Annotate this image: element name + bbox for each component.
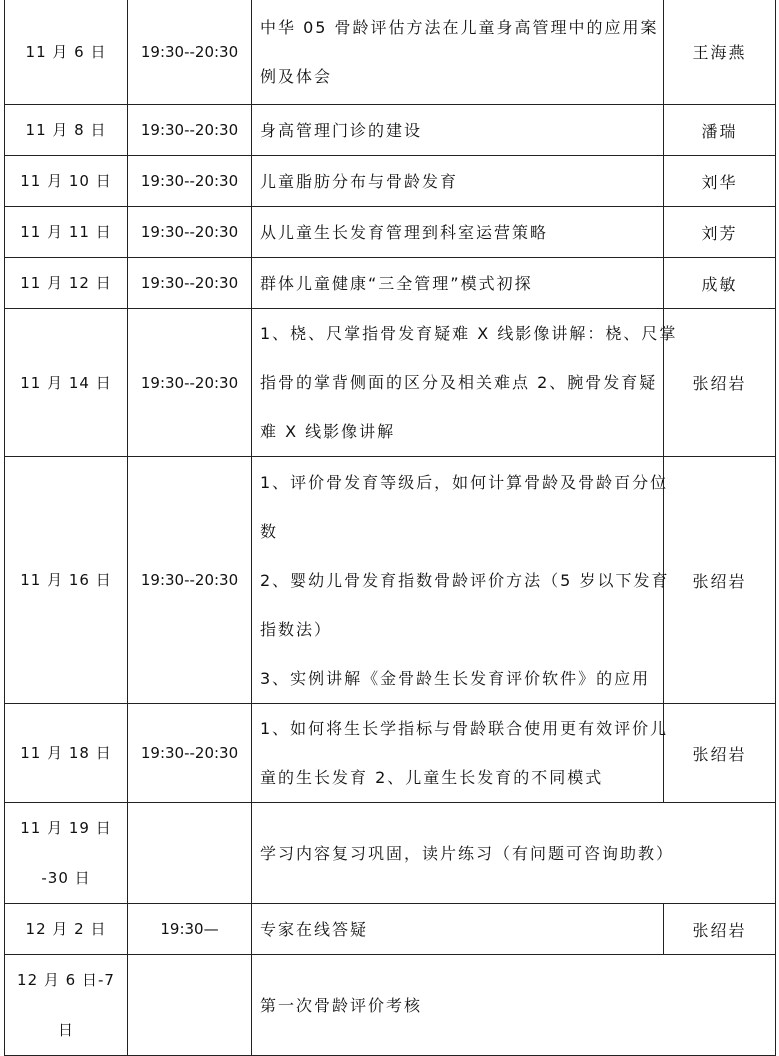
topic-cell [252,105,664,156]
date-text: 11 月 11 日 [20,223,112,241]
speaker-cell: 刘华 [664,156,776,207]
topic-text: 数 [260,521,279,541]
topic-cell [252,955,776,1056]
time-cell: 19:30--20:30 [128,704,252,803]
topic-text: 1、评价骨发育等级后，如何计算骨龄及骨龄百分位 [260,472,669,492]
topic-text: 难 X 线影像讲解 [260,422,396,441]
topic-text: 专家在线答疑 [260,919,369,939]
speaker-cell: 成敏 [664,258,776,309]
time-cell [128,955,252,1056]
speaker-cell: 潘瑞 [664,105,776,156]
topic-cell [252,207,664,258]
table-row [5,258,776,309]
topic-cell [252,457,670,704]
date-text: 11 月 18 日 [20,744,112,762]
date-cell [5,309,128,457]
topic-text: 1、桡、尺掌指骨发育疑难 X 线影像讲解：桡、尺掌 [260,324,678,343]
topic-cell [252,258,664,309]
time-cell: 19:30--20:30 [128,105,252,156]
date-text: 11 月 16 日 [20,571,112,589]
date-cell [5,803,128,904]
topic-text: 3、实例讲解《金骨龄生长发育评价软件》的应用 [260,668,651,688]
date-cell [5,457,128,704]
table-row [5,704,776,803]
topic-text: 指数法） [260,619,333,639]
topic-text: 身高管理门诊的建设 [260,120,423,140]
date-text: 11 月 10 日 [20,172,112,190]
topic-text: 从儿童生长发育管理到科室运营策略 [260,222,549,242]
date-cell [5,207,128,258]
topic-cell [252,0,664,105]
table-row [5,105,776,156]
date-text: 日 [57,1021,74,1039]
table-row [5,156,776,207]
table-row [5,0,776,105]
time-cell: 19:30--20:30 [128,309,252,457]
topic-text: 学习内容复习巩固，读片练习（有问题可咨询助教） [260,843,675,863]
topic-text: 儿童脂肪分布与骨龄发育 [260,171,459,191]
table-row [5,955,776,1056]
date-text: -30 日 [41,869,91,887]
table-row [5,803,776,904]
table-row [5,207,776,258]
topic-cell [252,156,664,207]
date-text: 12 月 2 日 [25,920,107,938]
speaker-cell: 王海燕 [664,0,776,105]
time-cell: 19:30--20:30 [128,258,252,309]
schedule-table [4,0,776,1056]
date-text: 11 月 19 日 [20,819,112,837]
date-text: 11 月 6 日 [25,42,107,61]
topic-cell [252,803,776,904]
time-cell: 19:30--20:30 [128,207,252,258]
topic-text: 中华 05 骨龄评估方法在儿童身高管理中的应用案 [260,17,659,37]
table-row [5,309,776,457]
table-row [5,457,776,704]
date-cell [5,955,128,1056]
date-text: 11 月 14 日 [20,373,112,392]
topic-text: 1、如何将生长学指标与骨龄联合使用更有效评价儿 [260,719,669,738]
topic-cell [252,904,664,955]
topic-text: 童的生长发育 2、儿童生长发育的不同模式 [260,768,604,787]
speaker-cell: 张绍岩 [664,309,776,457]
topic-cell [252,704,669,803]
topic-text: 群体儿童健康“三全管理”模式初探 [260,273,533,293]
topic-text: 指骨的掌背侧面的区分及相关难点 2、腕骨发育疑 [260,373,658,392]
topic-text: 例及体会 [260,66,333,86]
table-row [5,904,776,955]
date-cell [5,904,128,955]
date-cell [5,156,128,207]
date-text: 11 月 12 日 [20,274,112,292]
date-cell [5,105,128,156]
date-cell [5,0,128,105]
schedule-body [5,0,776,1056]
topic-text: 2、婴幼儿骨发育指数骨龄评价方法（5 岁以下发育 [260,570,670,590]
speaker-cell: 张绍岩 [664,904,776,955]
topic-cell [252,309,678,457]
date-cell [5,704,128,803]
speaker-cell: 刘芳 [664,207,776,258]
speaker-cell: 张绍岩 [664,457,776,704]
time-cell [128,803,252,904]
time-cell: 19:30— [128,904,252,955]
time-cell: 19:30--20:30 [128,156,252,207]
date-cell [5,258,128,309]
topic-text: 第一次骨龄评价考核 [260,995,423,1015]
time-cell: 19:30--20:30 [128,457,252,704]
date-text: 11 月 8 日 [25,121,107,139]
time-cell: 19:30--20:30 [128,0,252,105]
speaker-cell: 张绍岩 [664,704,776,803]
date-text: 12 月 6 日-7 [17,971,115,989]
